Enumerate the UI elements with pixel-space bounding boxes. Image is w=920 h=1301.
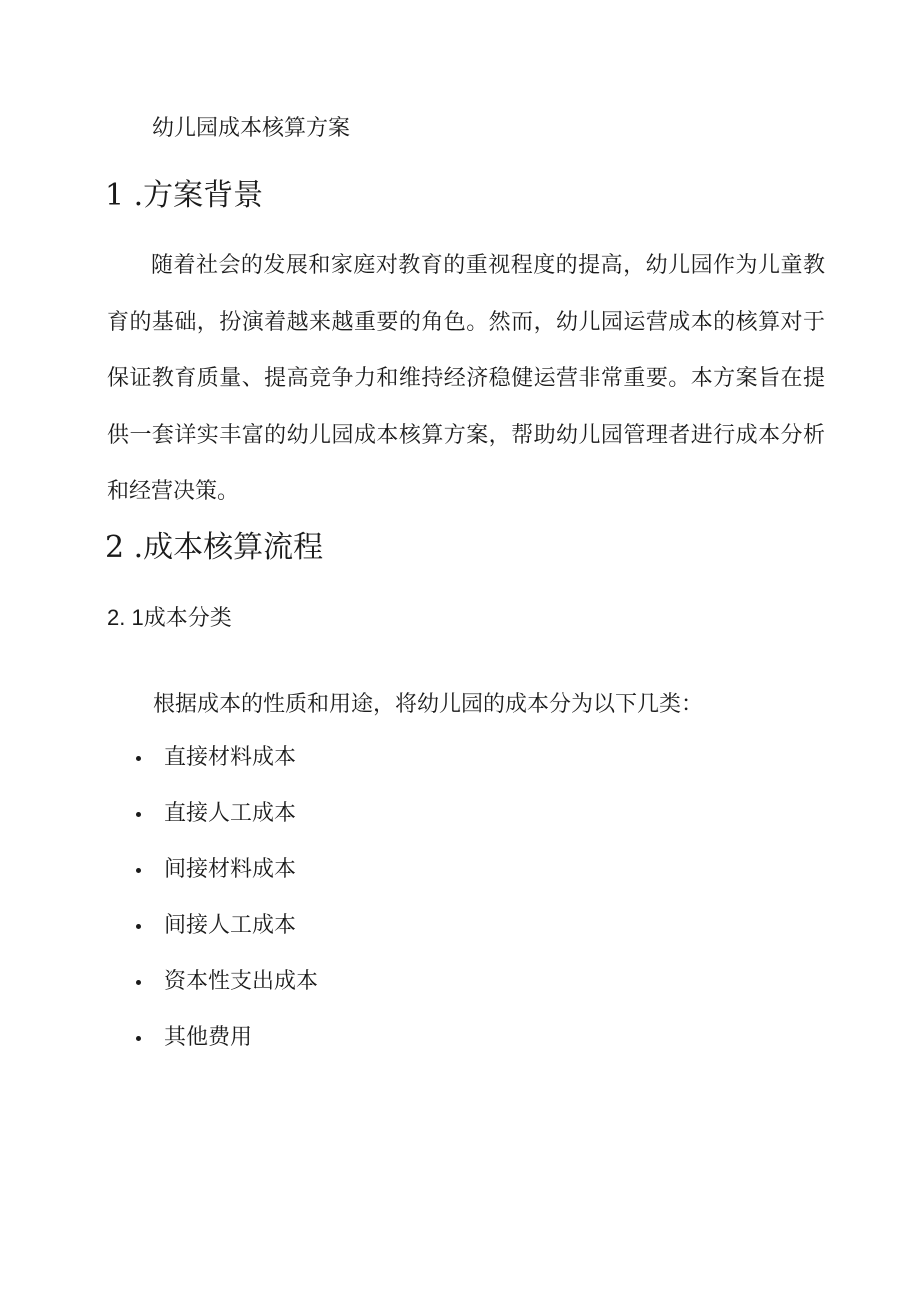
list-item-label: 资本性支出成本 [164, 969, 319, 994]
bullet-icon [136, 756, 141, 761]
bullet-icon [136, 812, 141, 817]
list-item [0, 799, 600, 855]
subsection-intro: 根据成本的性质和用途，将幼儿园的成本分为以下几类： [153, 692, 704, 717]
list-item-label: 其他费用 [164, 1025, 253, 1050]
subsection-2-1-heading [107, 603, 232, 634]
subsection-title: 成本分类 [143, 606, 232, 631]
bullet-icon [136, 868, 141, 873]
section-1-heading: 1 .方案背景 [105, 178, 264, 213]
list-item-label: 间接材料成本 [164, 857, 297, 882]
section-2-heading: 2 .成本核算流程 [105, 530, 324, 565]
list-item-label: 间接人工成本 [164, 913, 297, 938]
bullet-icon [136, 1036, 141, 1041]
subsection-number: 2. 1 [107, 605, 144, 630]
list-item [0, 1023, 600, 1079]
list-item [0, 911, 600, 967]
list-item-label: 直接材料成本 [164, 745, 297, 770]
list-item [0, 743, 600, 799]
list-item-label: 直接人工成本 [164, 801, 297, 826]
bullet-icon [136, 980, 141, 985]
section-1-paragraph: 随着社会的发展和家庭对教育的重视程度的提高，幼儿园作为儿童教育的基础，扮演着越来越重要的角色。然而，幼儿园运营成本的核算对于保证教育质量、提高竞争力和维持经济稳健运营非常重要。本方案旨在提供一套详实丰富的幼儿园成本核算方案，帮助幼儿园管理者进行成本分析和经营决策。 [107, 253, 825, 504]
list-item [0, 855, 600, 911]
bullet-icon [136, 924, 141, 929]
document-title: 幼儿园成本核算方案 [152, 116, 351, 141]
list-item [0, 967, 600, 1023]
cost-category-list [0, 743, 600, 1079]
